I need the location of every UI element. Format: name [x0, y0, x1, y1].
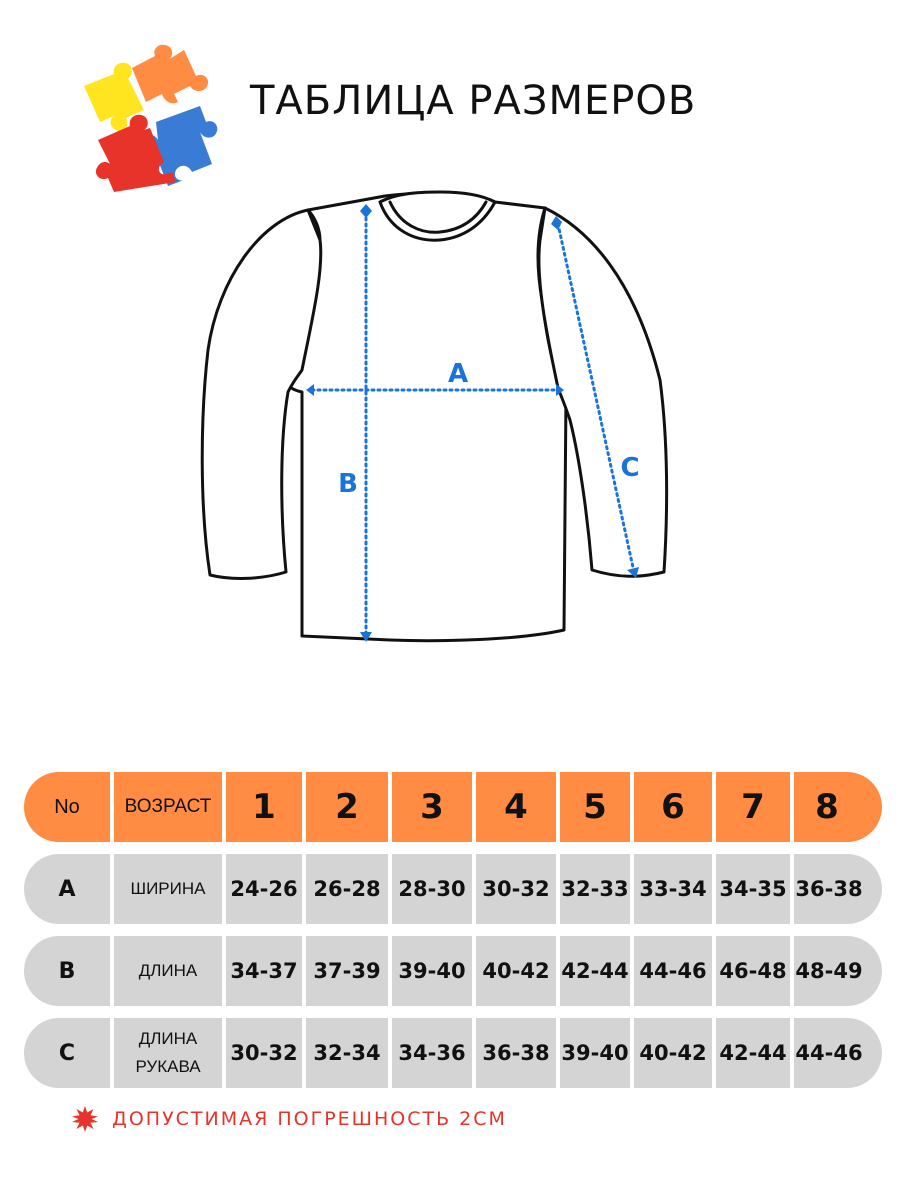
- table-cell: 34-37: [230, 959, 298, 983]
- table-cell: 24-26: [230, 877, 298, 901]
- table-cell: 39-40: [398, 959, 466, 983]
- table-cell: 36-38: [795, 877, 863, 901]
- size-1: 1: [252, 787, 276, 827]
- table-cell: 32-34: [313, 1041, 381, 1065]
- row-letter: B: [58, 958, 76, 984]
- shirt-outline: [284, 193, 566, 641]
- table-cell: 44-46: [795, 1041, 863, 1065]
- puzzle-pieces-icon: [80, 40, 220, 192]
- no-label: No: [54, 795, 80, 818]
- tolerance-note: [72, 1104, 507, 1134]
- table-cell: 39-40: [561, 1041, 629, 1065]
- page-title: ТАБЛИЦА РАЗМЕРОВ: [250, 78, 697, 124]
- table-cell: 33-34: [639, 877, 707, 901]
- size-4: 4: [504, 787, 528, 827]
- table-row-a: [24, 854, 882, 924]
- table-cell: 34-36: [398, 1041, 466, 1065]
- tolerance-text: ДОПУСТИМАЯ ПОГРЕШНОСТЬ 2СМ: [112, 1108, 507, 1130]
- size-7: 7: [741, 787, 765, 827]
- table-cell: 40-42: [482, 959, 550, 983]
- table-cell: 44-46: [639, 959, 707, 983]
- size-6: 6: [661, 787, 685, 827]
- row-label: [114, 1018, 222, 1088]
- row-label: ДЛИНА: [138, 961, 198, 980]
- row-label-line-1: ДЛИНА: [138, 1029, 198, 1048]
- table-cell: 32-33: [561, 877, 629, 901]
- table-cell: 37-39: [313, 959, 381, 983]
- table-cell: 42-44: [561, 959, 629, 983]
- size-2: 2: [335, 787, 359, 827]
- size-3: 3: [420, 787, 444, 827]
- row-label: ШИРИНА: [130, 879, 206, 898]
- table-cell: 30-32: [482, 877, 550, 901]
- table-cell: 42-44: [719, 1041, 787, 1065]
- table-header-row: [24, 772, 882, 842]
- table-cell: 40-42: [639, 1041, 707, 1065]
- table-cell: 46-48: [719, 959, 787, 983]
- table-row-b: [24, 936, 882, 1006]
- table-row-c: [24, 1018, 882, 1088]
- label-b: B: [338, 469, 358, 499]
- row-letter: A: [58, 876, 76, 902]
- table-cell: 30-32: [230, 1041, 298, 1065]
- row-letter: C: [58, 1040, 76, 1066]
- table-cell: 26-28: [313, 877, 381, 901]
- age-label: ВОЗРАСТ: [124, 796, 212, 817]
- table-cell: 34-35: [719, 877, 787, 901]
- shirt-diagram: [190, 180, 680, 650]
- label-a: A: [447, 359, 469, 389]
- red-star-icon: [72, 1106, 98, 1132]
- table-cell: 36-38: [482, 1041, 550, 1065]
- label-c: C: [620, 453, 640, 483]
- table-cell: 28-30: [398, 877, 466, 901]
- table-cell: 48-49: [795, 959, 863, 983]
- row-label-line-2: РУКАВА: [135, 1057, 201, 1076]
- size-8: 8: [815, 787, 839, 827]
- size-5: 5: [583, 787, 607, 827]
